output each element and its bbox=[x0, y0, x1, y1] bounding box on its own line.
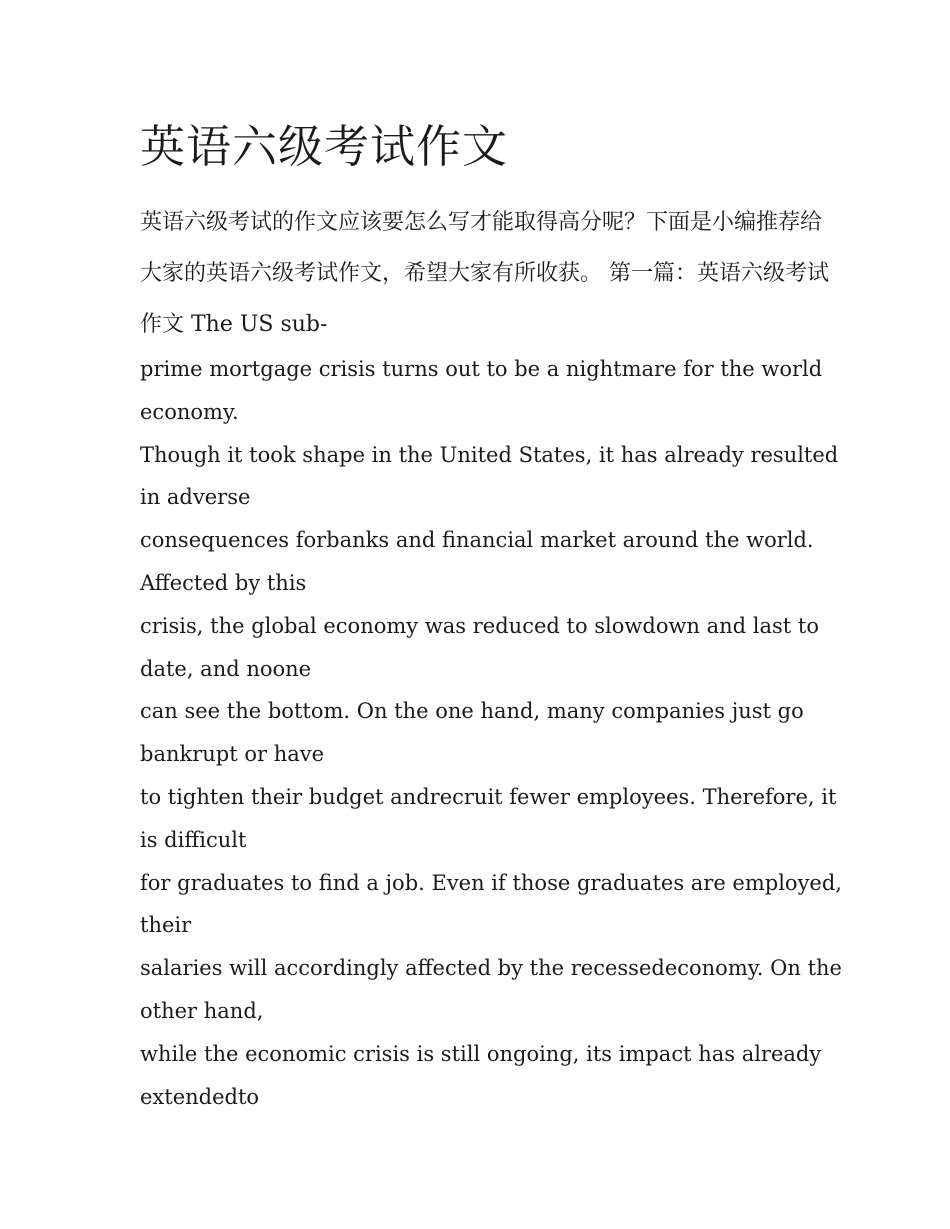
body-line: extendedto bbox=[140, 1084, 260, 1109]
document-title: 英语六级考试作文 bbox=[140, 120, 509, 173]
intro-paragraph: 英语六级考试的作文应该要怎么写才能取得高分呢？下面是小编推荐给大家的英语六级考试作文，希望大家有所收获。 第一篇：英语六级考试作文 The US sub- bbox=[140, 210, 829, 337]
body-line: for graduates to find a job. Even if those graduates are employed, bbox=[140, 870, 842, 895]
body-line: other hand, bbox=[140, 998, 264, 1023]
essay-body bbox=[140, 348, 842, 1118]
body-line: prime mortgage crisis turns out to be a nightmare for the world bbox=[140, 357, 823, 381]
body-line: their bbox=[140, 913, 192, 938]
body-line: crisis, the global economy was reduced to slowdown and last to bbox=[140, 613, 820, 638]
body-line: Though it took shape in the United States, it has already resulted bbox=[140, 442, 839, 467]
body-line: can see the bottom. On the one hand, many companies just go bbox=[140, 699, 804, 724]
body-line: consequences forbanks and financial market around the world. bbox=[140, 528, 814, 553]
body-line: while the economic crisis is still ongoing, its impact has already bbox=[140, 1041, 822, 1066]
body-line: Affected by this bbox=[140, 570, 307, 595]
body-line: to tighten their budget andrecruit fewer employees. Therefore, it bbox=[140, 784, 837, 809]
body-line: is difficult bbox=[140, 827, 247, 852]
body-line: economy. bbox=[140, 399, 239, 424]
body-line: bankrupt or have bbox=[140, 742, 325, 767]
body-line: in adverse bbox=[140, 485, 251, 510]
body-line: date, and noone bbox=[140, 656, 312, 681]
body-line: salaries will accordingly affected by the recessedeconomy. On the bbox=[140, 956, 842, 981]
